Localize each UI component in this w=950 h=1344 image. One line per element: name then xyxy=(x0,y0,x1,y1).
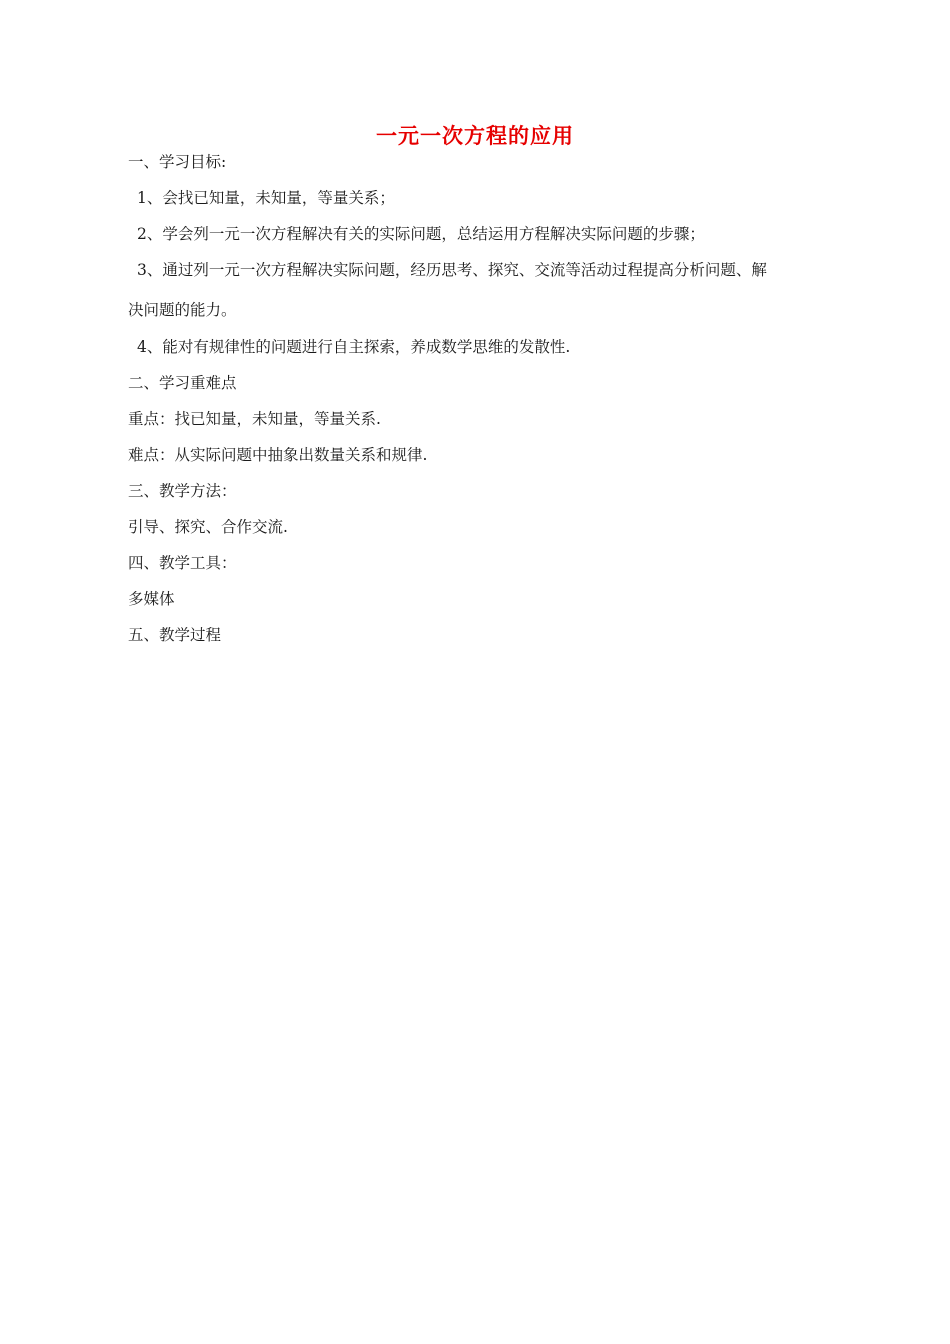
objective-item-3-line-2: 决问题的能力。 xyxy=(128,301,237,319)
section-heading-key-points: 二、学习重难点 xyxy=(128,374,237,392)
section-heading-methods: 三、教学方法： xyxy=(128,482,237,500)
objective-item-2: 2、学会列一元一次方程解决有关的实际问题，总结运用方程解决实际问题的步骤； xyxy=(137,225,705,243)
objective-item-3-line-1: 3、通过列一元一次方程解决实际问题，经历思考、探究、交流等活动过程提高分析问题、解 xyxy=(137,261,767,279)
section-heading-process: 五、教学过程 xyxy=(128,626,222,644)
section-heading-tools: 四、教学工具： xyxy=(128,554,237,572)
methods-text: 引导、探究、合作交流. xyxy=(128,518,288,536)
key-point-text: 重点：找已知量，未知量，等量关系. xyxy=(128,410,381,428)
tools-text: 多媒体 xyxy=(128,590,175,608)
document-title: 一元一次方程的应用 xyxy=(376,123,574,148)
objective-item-4: 4、能对有规律性的问题进行自主探索，养成数学思维的发散性. xyxy=(137,338,571,356)
difficulty-text: 难点：从实际问题中抽象出数量关系和规律. xyxy=(128,446,428,464)
section-heading-objectives: 一、学习目标: xyxy=(128,153,227,171)
objective-item-1: 1、会找已知量，未知量，等量关系； xyxy=(137,189,395,207)
